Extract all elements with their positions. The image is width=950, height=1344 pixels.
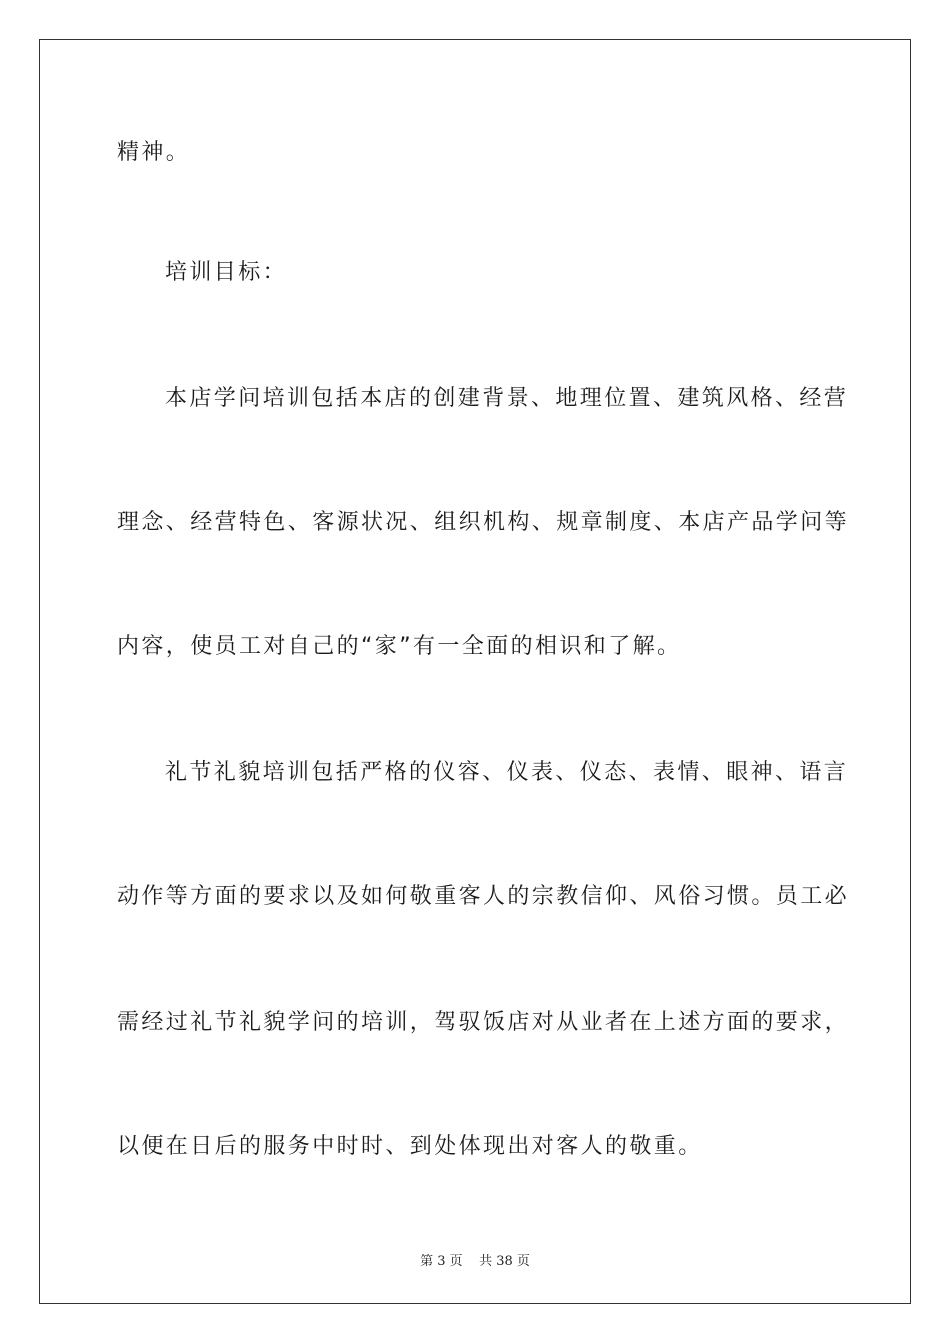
section-heading: 培训目标： (165, 260, 288, 285)
text-line: 精神。 (117, 140, 191, 165)
text-line: 理念、经营特色、客源状况、组织机构、规章制度、本店产品学问等 (117, 510, 850, 535)
text-line: 礼节礼貌培训包括严格的仪容、仪表、仪态、表情、眼神、语言 (165, 760, 849, 785)
page-number-footer: 第 3 页 共 38 页 (420, 1254, 530, 1269)
text-line: 动作等方面的要求以及如何敬重客人的宗教信仰、风俗习惯。员工必 (117, 884, 850, 909)
text-line: 以便在日后的服务中时时、到处体现出对客人的敬重。 (117, 1134, 703, 1159)
text-line: 需经过礼节礼貌学问的培训，驾驭饭店对从业者在上述方面的要求， (117, 1010, 850, 1035)
page-frame (39, 39, 911, 1304)
text-line: 本店学问培训包括本店的创建背景、地理位置、建筑风格、经营 (165, 386, 849, 411)
text-line: 内容，使员工对自己的“家”有一全面的相识和了解。 (117, 634, 682, 659)
